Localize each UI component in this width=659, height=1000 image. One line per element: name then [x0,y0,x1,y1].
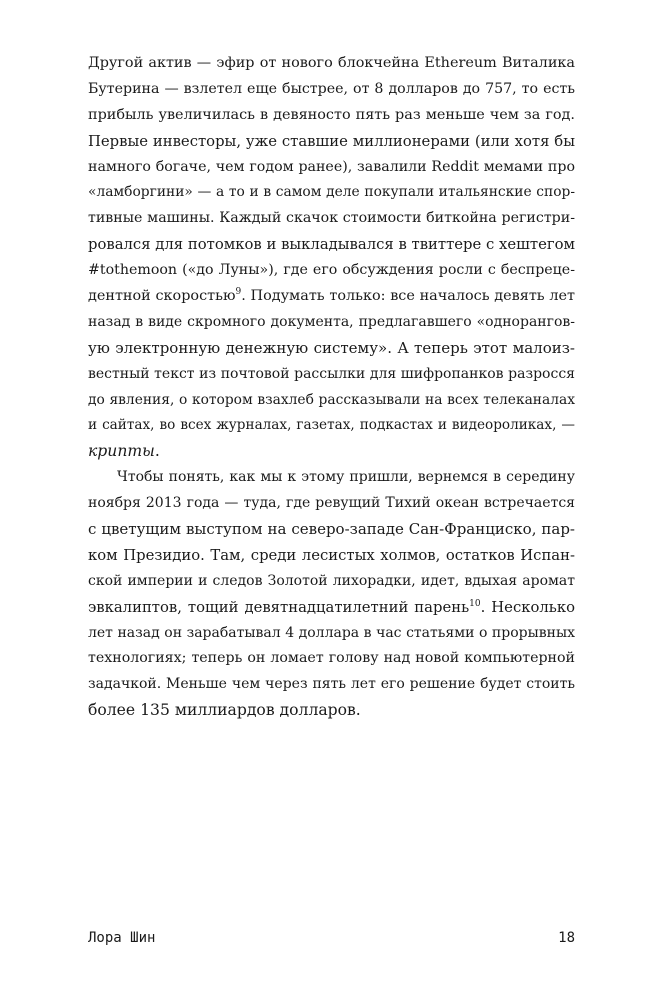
text-line: более 135 миллиардов долларов. [88,701,361,720]
text-line: «ламборгини» — а то и в самом деле покупали итальянские спор- [88,184,575,201]
footnote-marker[interactable]: 9 [235,287,242,298]
text-line: с цветущим выступом на северо-западе Сан-Франциско, пар- [88,520,575,539]
text-line [88,595,575,621]
text-line: ком Президио. Там, среди лесистых холмов, остатков Испан- [88,546,575,564]
text-line: до явления, о котором взахлеб рассказывали на всех телеканалах [88,391,575,408]
text-line: и сайтах, во всех журналах, газетах, подкастах и видеороликах, — [88,417,575,434]
text-fragment: . [154,442,160,461]
paragraph-1 [88,51,575,465]
text-line: намного богаче, чем годом ранее), завалили Reddit мемами про [88,158,575,175]
text-line: ноября 2013 года — туда, где ревущий Тихий океан встречается [88,495,575,512]
text-line: Другой актив — эфир от нового блокчейна Ethereum Виталика [88,55,575,71]
running-footer-author: Лора Шин [88,930,156,946]
page-footer [88,930,575,952]
text-line [88,284,575,310]
page-number: 18 [558,930,575,946]
text-line: #tothemoon («до Луны»), где его обсуждения росли с беспреце- [88,262,575,279]
text-fragment: дентной скоростью [88,288,236,305]
text-fragment: . Подумать только: все началось девять лет [241,288,575,305]
text-line: тивные машины. Каждый скачок стоимости биткойна регистри- [88,210,575,227]
body-text [88,51,575,724]
text-line: ровался для потомков и выкладывался в твиттере с хештегом [88,236,575,254]
footnote-marker[interactable]: 10 [469,598,481,609]
text-line: Бутерина — взлетел еще быстрее, от 8 долларов до 757, то есть [88,80,575,97]
text-line: прибыль увеличилась в девяносто пять раз меньше чем за год. [88,106,575,123]
text-fragment: . Несколько [480,598,575,616]
text-line: ской империи и следов Золотой лихорадки, идет, вдыхая аромат [88,572,575,589]
text-fragment: эвкалиптов, тощий девятнадцатилетний парень [88,598,470,616]
text-line: Чтобы понять, как мы к этому пришли, вернемся в середину [117,469,575,486]
text-line: лет назад он зарабатывал 4 доллара в час статьями о прорывных [88,624,575,641]
italic-term: крипты [88,442,155,461]
text-line: назад в виде скромного документа, предлагавшего «однорангов- [88,313,575,330]
text-line: Первые инвесторы, уже ставшие миллионерами (или хотя бы [88,132,575,150]
text-line: задачкой. Меньше чем через пять лет его решение будет стоить [88,676,575,693]
text-line: ую электронную денежную систему». А теперь этот малоиз- [88,338,575,357]
text-line: технологиях; теперь он ломает голову над новой компьютерной [88,650,575,667]
text-line: вестный текст из почтовой рассылки для шифропанков разросся [88,365,575,382]
paragraph-2 [88,465,575,724]
text-line [88,439,575,465]
